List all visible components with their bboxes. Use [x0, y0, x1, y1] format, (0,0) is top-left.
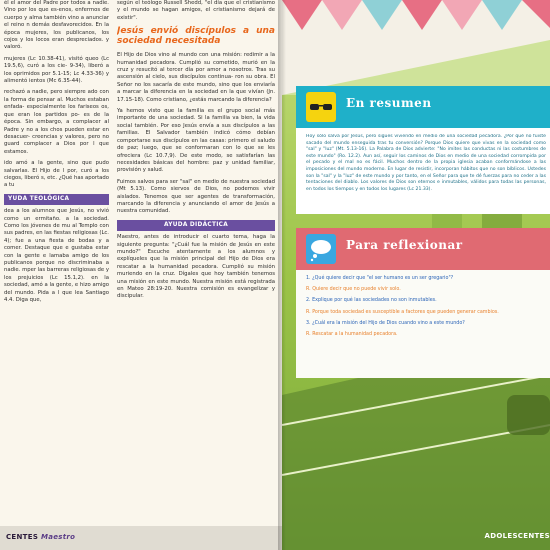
- section-heading-theological-help: YUDA TEOLÓGICA: [4, 194, 109, 205]
- left-column: [4, 0, 109, 514]
- summary-box: [296, 86, 550, 214]
- footer-brand: CENTES: [6, 533, 39, 541]
- summary-text: Hoy sólo salva por Jesús, pero sigues viviendo en medio de una sociedad pecadora. ¿Por qué no fuiste sacado del mundo enseguida tras tu conversión? Porque Dios quiere que vivas en la sociedad como "sal" y "luz" (Mt. 5.13-16). La Palabra de Dios advierte: "No imites las conductas ni las costumbres de este mundo" (Ro. 12.2). Aun así, seguir los caminos de Dios en medio de una sociedad corrompida por el pecado y el mal no es fácil. Muchos dentro de la propia iglesia acaban conformándose a las imposiciones del mundo moderno. En lugar de resistir, incorporan hábitos que no son bíblicos. Ustedes son la "sal" y la "luz" de este mundo y por tanto, en el Señor para que te dé fuerzas para no ceder a las tentaciones del diablo. Los valores de Dios son eternos e inmutables, válidos para todas las personas, en todos los tiempos y en todos los lugares (Lc 21.33).: [306, 134, 546, 192]
- paragraph: dea a los alumnos que Jesús, no vivió como un ermitaño. a la sociedad. Como los jóvenes de mu al Templo con sus padres, en las fiestas religiosas (Lc. 4); fue a una fiesta de bodas y a comer. Destaque que e gustaba estar con la gente e lamaba amigo de los publicanos porque no discriminaba a nadie. mper las barreras religiosas de y los prejuicios (Lc 15.1,2). en la sociedad, amó a la gente, e hizo amigo del mundo. Pida a l que lea Santiago 4.4. Diga que,: [4, 208, 109, 304]
- question-item: 1. ¿Qué quiere decir que "el ser humano es un ser gregario"?: [306, 276, 454, 281]
- paragraph: ido amó a la gente, sino que pudo salvarlas. El Hijo de l por, curó a los ciegos, liberó s, etc. ¿Qué has aportado a tu: [4, 160, 109, 189]
- decorative-header-art: [282, 0, 550, 95]
- right-column: [117, 0, 275, 514]
- thought-bubble-icon: [306, 234, 336, 264]
- footer-label: [6, 533, 75, 541]
- right-page: [282, 0, 550, 550]
- zigzag-decoration: [282, 0, 550, 95]
- book-spine-shadow: [278, 0, 286, 550]
- paragraph: según el teólogo Russell Shedd, "el día que el cristianismo y el mundo se hagan amigos, el cristianismo dejará de existir".: [117, 0, 275, 21]
- reflect-title: Para reflexionar: [346, 238, 463, 252]
- question-list: [306, 276, 546, 343]
- answer-item: R. Quiere decir que no puede vivir solo.: [306, 287, 401, 293]
- summary-title: En resumen: [346, 96, 432, 110]
- question-item: 3. ¿Cuál era la misión del Hijo de Dios cuando vino a este mundo?: [306, 320, 465, 326]
- section-heading-didactic-help: AYUDA DIDÁCTICA: [117, 220, 275, 231]
- summary-header: [296, 86, 550, 128]
- paragraph: Ya hemos visto que la familia es el grupo social más importante de una sociedad. Si la familia va bien, la vida social también. Por eso Jesús envía a sus discípulos a las familias. El Salvador también indicó cómo debían comportarse sus discípulos en las casas: primero el saludo de paz; luego, que se conformaran con lo que se les ofreciera (Lc 10.7,9). De este modo, se satisfarían las necesidades básicas del hombre: paz y unidad familiar, provisión y salud.: [117, 108, 275, 174]
- question-item: 2. Explique por qué las sociedades no son inmutables.: [306, 298, 437, 304]
- paragraph: Maestro, antes de introducir el cuarto tema, haga la siguiente pregunta: "¿Cuál fue la misión de Jesús en este mundo?" Escuche atentamente a los alumnos y explíqueles que la misión principal del Hijo de Dios era rescatar a la humanidad pecadora. Cumplió su misión muriendo en la cruz. Dígales que hoy también tenemos una misión en este mundo. Nuestra misión está registrada en Mateo 28:19-20. Nuestra comisión es evangelizar y discipular.: [117, 234, 275, 300]
- reflect-box: [296, 228, 550, 378]
- footer-brand-right: ADOLESCENTES: [484, 532, 550, 540]
- reflect-header: [296, 228, 550, 270]
- section-heading-disciples: Jesús envió discípulos a una sociedad necesitada: [117, 26, 275, 47]
- footer-subtitle: Maestro: [40, 533, 76, 541]
- paragraph: El Hijo de Dios vino al mundo con una misión: redimir a la humanidad pecadora. Cumplió su cometido, murió en la cruz y resucitó al tercer día por amor a nosotros. Tras su ascensión al cielo, sus discípulos continua- ron su obra. El Señor no los sacaría de este mundo, sino que los enviaría a marcar la diferencia en la sociedad en la que vivían (Jn. 17.15-18). Como cristiano, ¿estás marcando la diferencia?: [117, 52, 275, 103]
- paragraph: rechazó a nadie, pero siempre ado con la forma de pensar al. Muchos estaban enfada- especialmente los fariseos os, que eran los partidos po- es de la época. Sin embargo, a complacer al Padre y no a los chos pueden estar en desacuer- creencias y valores, pero no guard complacer a Dios por l que estamos.: [4, 89, 109, 155]
- sunglasses-icon: [306, 92, 336, 122]
- paragraph: Fuimos salvos para ser "sal" en medio de nuestra sociedad (Mt 5.13). Como siervos de Dios, no podemos vivir aislados. Tenemos que ser agentes de transformación, marcando la diferencia y anunciando el amor de Jesús a nuestra comunidad.: [117, 178, 275, 215]
- answer-item: R. Rescatar a la humanidad pecadora.: [306, 332, 398, 338]
- paragraph: mujeres (Lc 10.38-41), visitó queo (Lc 19.5,6), curó a los cie- 9-34), liberó a los oprimidos por 5.1-15; Lc 4.33-36) y alimentó ientos (Mc 6.35-44).: [4, 55, 109, 85]
- paragraph: él el amor del Padre por todos a nadie. Vino por los que es-enos, enfermos de cuerpo y alma también vino a anunciar el reino n demás desfavorecidos. En la época mujeres, los publicanos, los cojos y los locos eran despreciados. y valoró.: [4, 0, 109, 51]
- answer-item: R. Porque toda sociedad es susceptible a factores que pueden generar cambios.: [306, 309, 499, 315]
